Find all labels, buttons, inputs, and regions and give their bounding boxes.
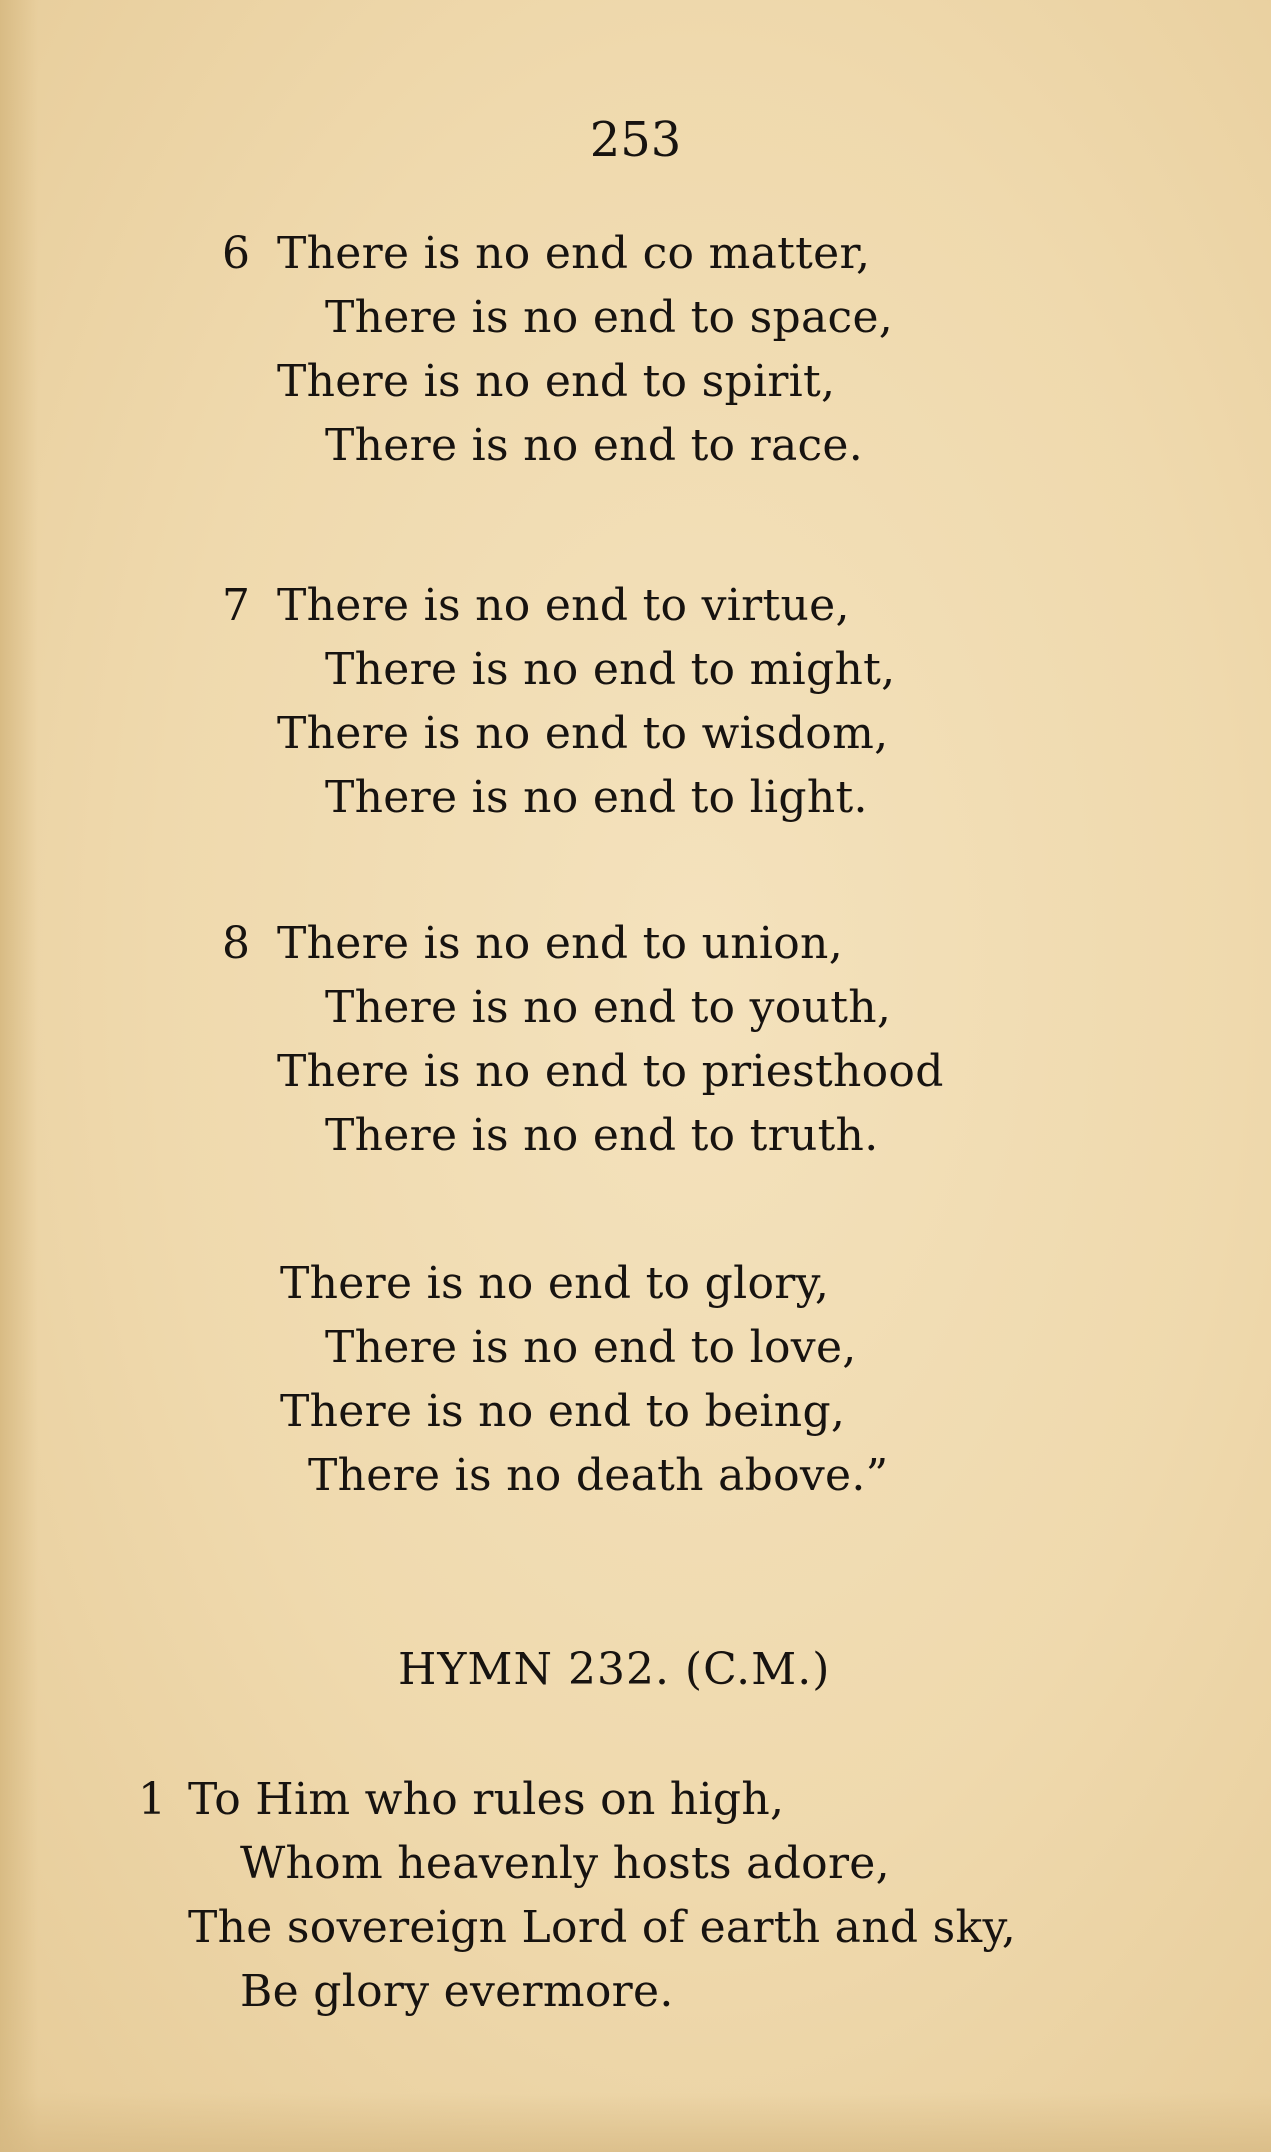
verse-line: There is no end to might, (325, 644, 896, 695)
verse-line: There is no end to being, (280, 1386, 846, 1437)
verse-line: There is no death above.” (308, 1450, 889, 1501)
verse-line: There is no end to priesthood (277, 1046, 944, 1097)
hymn-title: HYMN 232. (C.M.) (398, 1644, 831, 1695)
verse-line: To Him who rules on high, (188, 1774, 785, 1825)
verse-line: There is no end to spirit, (277, 356, 836, 407)
verse-line: Whom heavenly hosts adore, (240, 1838, 890, 1889)
verse-line: There is no end to light. (325, 772, 868, 823)
verse-line: There is no end to virtue, (277, 580, 850, 631)
verse-line: There is no end to glory, (280, 1258, 830, 1309)
verse-line: There is no end to youth, (325, 982, 892, 1033)
verse-line: Be glory evermore. (240, 1966, 674, 2017)
verse-line: There is no end to love, (325, 1322, 857, 1373)
verse-number: 7 (222, 580, 250, 631)
verse-line: There is no end to truth. (325, 1110, 879, 1161)
verse-number: 1 (138, 1774, 166, 1825)
page-edge-shadow (0, 0, 38, 2152)
page-number: 253 (589, 112, 682, 168)
verse-line: There is no end co matter, (277, 228, 871, 279)
verse-line: There is no end to wisdom, (277, 708, 889, 759)
verse-line: There is no end to space, (325, 292, 894, 343)
page-bottom-shadow (0, 2092, 1271, 2152)
verse-line: There is no end to union, (277, 918, 843, 969)
verse-number: 6 (222, 228, 250, 279)
verse-line: There is no end to race. (325, 420, 864, 471)
verse-line: The sovereign Lord of earth and sky, (188, 1902, 1017, 1953)
verse-number: 8 (222, 918, 250, 969)
